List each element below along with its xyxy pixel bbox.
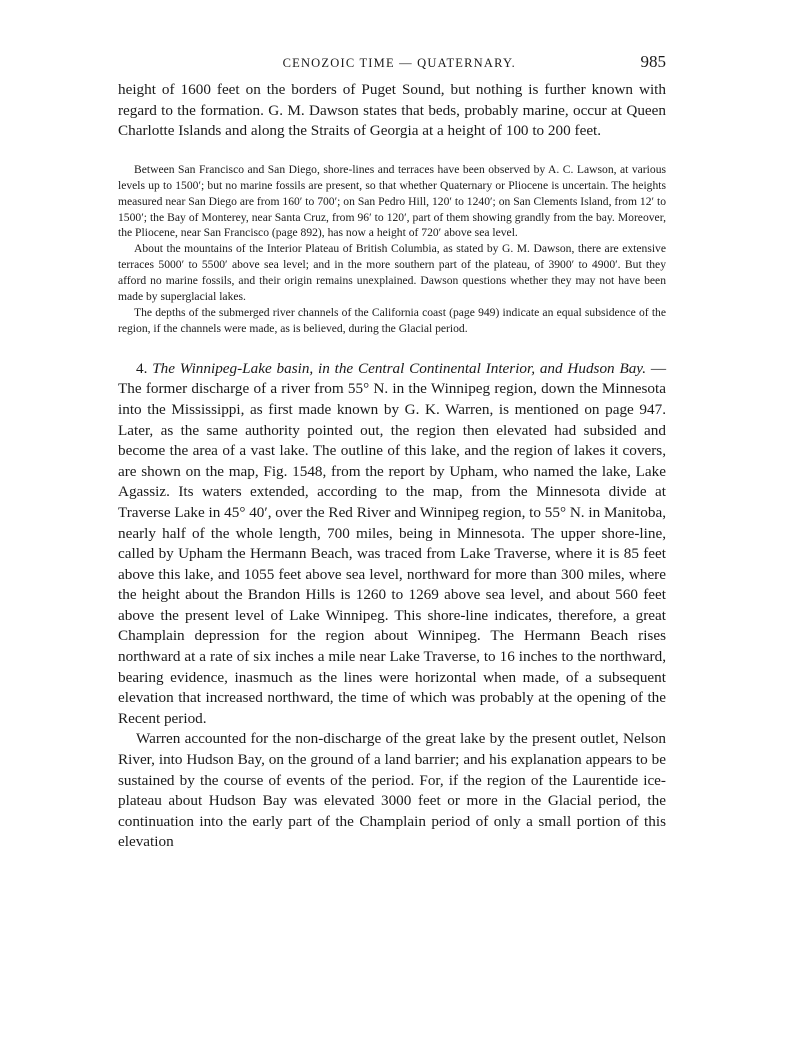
section-paragraph-1 [118, 359, 666, 730]
note-paragraph-3: The depths of the submerged river channels of the California coast (page 949) indicate an equal subsidence of the region, if the channels were made, as is believed, during the Glacial period. [118, 305, 666, 335]
running-head: CENOZOIC TIME — QUATERNARY. [282, 56, 516, 70]
page-number: 985 [640, 52, 666, 71]
small-print-notes [118, 162, 666, 337]
book-page [118, 52, 666, 853]
page-header [118, 52, 666, 80]
opening-paragraph: height of 1600 feet on the borders of Puget Sound, but nothing is further known with regard to the formation. G. M. Dawson states that beds, probably marine, occur at Queen Charlotte Islands and along the Straits of Georgia at a height of 100 to 200 feet. [118, 81, 666, 140]
note-paragraph-2: About the mountains of the Interior Plateau of British Columbia, as stated by G. M. Dawson, there are extensive terraces 5000′ to 5500′ above sea level; and in the more southern part of the plateau, of 3900′ to 4900′. But they afford no marine fossils, and their origin remains unexplained. Dawson questions whether they may not have been made by superglacial lakes. [118, 242, 666, 304]
section-paragraph-1-text: — The former discharge of a river from 55° N. in the Winnipeg region, down the Minnesota into the Mississippi, as first made known by G. K. Warren, is mentioned on page 947. Later, as the same authority pointed out, the region then elevated had subsided and become the area of a vast lake. The outline of this lake, and the region of lakes it covers, are shown on the map, Fig. 1548, from the report by Upham, who named the lake, Lake Agassiz. Its waters extended, according to the map, from the Minnesota divide at Traverse Lake in 45° 40′, over the Red River and Winnipeg region, to 55° N. in Manitoba, nearly half of the whole length, 700 miles, being in Minnesota. The upper shore-line, called by Upham the Hermann Beach, was traced from Lake Traverse, where it is 85 feet above this lake, and 1055 feet above sea level, northward for more than 300 miles, where the height about the Brandon Hills is 1260 to 1269 above sea level, and about 560 feet above the present level of Lake Winnipeg. This shore-line indicates, therefore, a great Champlain depression for the region about Winnipeg. The Hermann Beach rises northward at a rate of six inches a mile near Lake Traverse, to 16 inches to the northward, bearing evidence, inasmuch as the lines were horizontal when made, of a subsequent elevation that increased northward, the time of which was probably at the opening of the Recent period. [118, 359, 667, 727]
section-winnipeg-lake-basin [118, 359, 666, 853]
section-number: 4. [136, 359, 148, 377]
note-paragraph-1: Between San Francisco and San Diego, shore-lines and terraces have been observed by A. C. Lawson, at various levels up to 1500′; but no marine fossils are present, so that whether Quaternary or Pliocene is uncertain. The heights measured near San Diego are from 160′ to 700′; on San Pedro Hill, 120′ to 1240′; on San Clements Island, from 12′ to 1500′; the Bay of Monterey, near Santa Cruz, from 96′ to 120′, part of them showing grandly from the bay. Moreover, the Pliocene, near San Francisco (page 892), has now a height of 720′ above sea level. [118, 162, 666, 240]
section-paragraph-2: Warren accounted for the non-discharge of the great lake by the present outlet, Nelson River, into Hudson Bay, on the ground of a land barrier; and his explanation appears to be sustained by the course of events of the period. For, if the region of the Laurentide ice-plateau about Hudson Bay was elevated 3000 feet or more in the Glacial period, the continuation into the early part of the Champlain period of only a small portion of this elevation [118, 730, 666, 851]
section-title: The Winnipeg-Lake basin, in the Central Continental Interior, and Hudson Bay. [152, 359, 647, 377]
